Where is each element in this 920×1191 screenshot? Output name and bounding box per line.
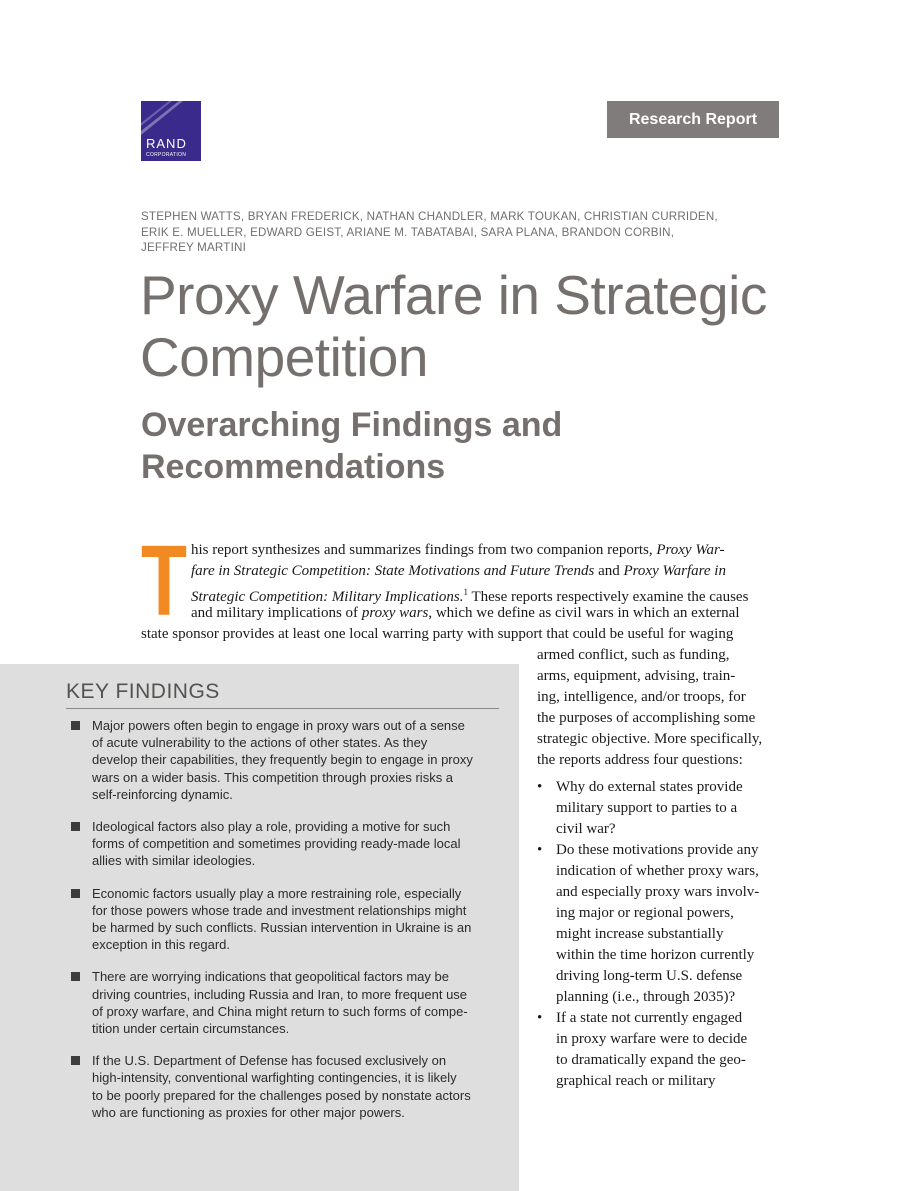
key-finding-line: of acute vulnerability to the actions of other states. As they [92,735,428,751]
key-finding-item [71,885,501,954]
key-finding-line: develop their capabilities, they frequently begin to engage in proxy [92,752,473,768]
question-line: graphical reach or military [556,1073,716,1089]
title-line: Proxy Warfare in Strategic [140,264,767,326]
body-line: ing, intelligence, and/or troops, for [537,689,746,705]
key-finding-line: forms of competition and sometimes providing ready-made local [92,836,461,852]
key-finding-line: allies with similar ideologies. [92,853,256,869]
question-line: Do these motivations provide any [556,842,759,858]
key-finding-line: tition under certain circumstances. [92,1021,290,1037]
key-finding-line: be harmed by such conflicts. Russian intervention in Ukraine is an [92,920,472,936]
page-title [140,264,840,388]
author-line: JEFFREY MARTINI [141,241,246,255]
question-line: driving long-term U.S. defense [556,968,743,984]
key-finding-line: Economic factors usually play a more restraining role, especially [92,885,462,901]
key-finding-line: of proxy warfare, and China might return to such forms of compe- [92,1003,468,1019]
body-line: strategic objective. More specifically, [537,731,763,747]
intro-line: and military implications of proxy wars, which we define as civil wars in which an external [191,605,740,621]
key-findings-list [71,717,501,1136]
question-line: might increase substantially [556,926,724,942]
key-finding-item [71,1052,501,1121]
intro-line: his report synthesizes and summarizes findings from two companion reports, Proxy War- [191,542,725,558]
intro-line: state sponsor provides at least one local warring party with support that could be useful for waging [141,626,734,642]
key-finding-line: wars on a wider basis. This competition through proxies risks a [92,769,454,785]
key-findings-title: KEY FINDINGS [66,680,499,709]
rand-logo [141,101,201,161]
right-column-text [537,645,777,1092]
drop-cap-letter: T [141,525,187,637]
bullet-icon: • [537,779,543,795]
key-finding-line: high-intensity, conventional warfighting contingencies, it is likely [92,1070,457,1086]
intro-paragraph [141,540,773,645]
question-line: civil war? [556,821,616,837]
square-bullet-icon [71,889,80,898]
body-line: the reports address four questions: [537,752,743,768]
key-finding-line: Major powers often begin to engage in proxy wars out of a sense [92,718,465,733]
key-finding-item [71,968,501,1037]
question-line: within the time horizon currently [556,947,755,963]
question-line: to dramatically expand the geo- [556,1052,746,1068]
intro-line: Strategic Competition: Military Implications.$^1$ These reports respectively examine the causes [191,587,749,605]
question-line: Why do external states provide [556,779,743,795]
key-finding-line: driving countries, including Russia and Iran, to more frequent use [92,986,468,1002]
question-line: indication of whether proxy wars, [556,863,759,879]
subtitle-line: Overarching Findings and [141,406,563,444]
square-bullet-icon [71,721,80,730]
key-finding-line: to be poorly prepared for the challenges posed by nonstate actors [92,1087,471,1103]
body-line: armed conflict, such as funding, [537,647,730,663]
subtitle-line: Recommendations [141,448,446,486]
body-line: the purposes of accomplishing some [537,710,756,726]
logo-name: RAND [146,136,187,151]
author-list [141,209,781,256]
logo-subtext: CORPORATION [146,152,187,158]
question-line: and especially proxy wars involv- [556,884,760,900]
question-line: military support to parties to a [556,800,738,816]
question-item [537,840,777,1008]
page-subtitle [141,404,741,488]
author-line: STEPHEN WATTS, BRYAN FREDERICK, NATHAN CHANDLER, MARK TOUKAN, CHRISTIAN CURRIDEN, [141,210,718,223]
key-finding-line: Ideological factors also play a role, providing a motive for such [92,819,451,835]
square-bullet-icon [71,972,80,981]
question-line: planning (i.e., through 2035)? [556,989,736,1005]
question-item [537,1008,777,1092]
square-bullet-icon [71,1056,80,1065]
key-finding-item [71,717,501,803]
questions-list [537,777,777,1092]
key-finding-line: self-reinforcing dynamic. [92,786,233,802]
square-bullet-icon [71,822,80,831]
author-line: ERIK E. MUELLER, EDWARD GEIST, ARIANE M. TABATABAI, SARA PLANA, BRANDON CORBIN, [141,225,675,239]
question-line: If a state not currently engaged [556,1010,743,1026]
bullet-icon: • [537,842,543,858]
question-line: ing major or regional powers, [556,905,734,921]
body-line: arms, equipment, advising, train- [537,668,736,684]
key-finding-item [71,818,501,870]
report-type-badge: Research Report [607,101,779,138]
question-line: in proxy warfare were to decide [556,1031,748,1047]
key-finding-line: exception in this regard. [92,937,231,953]
key-finding-line: for those powers whose trade and investment relationships might [92,902,467,918]
key-finding-line: There are worrying indications that geopolitical factors may be [92,969,449,985]
key-finding-line: who are functioning as proxies for other major powers. [92,1104,405,1120]
question-item [537,777,777,840]
intro-line: fare in Strategic Competition: State Motivations and Future Trends and Proxy Warfare in [191,563,726,579]
bullet-icon: • [537,1010,543,1026]
title-line: Competition [140,326,428,388]
key-finding-line: If the U.S. Department of Defense has focused exclusively on [92,1053,447,1069]
